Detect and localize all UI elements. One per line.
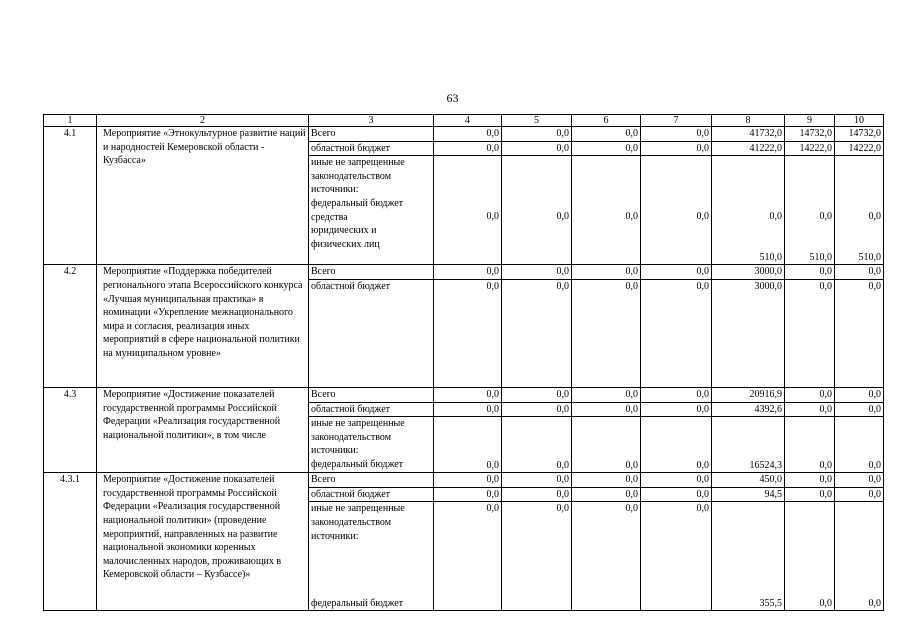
value-cell: 0,0	[502, 417, 572, 473]
source-label: областной бюджет	[309, 141, 434, 156]
value-cell: 0,0	[835, 279, 884, 387]
value-text: 510,0	[809, 251, 832, 263]
table-row	[44, 473, 884, 488]
value-cell: 41732,0	[712, 127, 785, 142]
source-line: федеральный бюджет	[311, 197, 404, 209]
source-label: Всего	[309, 473, 434, 488]
value-cell: 3000,0	[712, 265, 785, 280]
header-cell: 1	[44, 115, 97, 127]
value-cell	[572, 156, 641, 265]
header-cell: 5	[502, 115, 572, 127]
value-cell: 14732,0	[835, 127, 884, 142]
value-cell: 0,0	[572, 265, 641, 280]
source-line: иные не запрещенные	[311, 503, 405, 515]
value-cell: 0,0	[785, 502, 835, 611]
value-cell: 0,0	[572, 402, 641, 417]
source-line: источники:	[311, 445, 359, 457]
value-cell: 0,0	[835, 502, 884, 611]
value-cell: 4392,6	[712, 402, 785, 417]
source-label: Всего	[309, 265, 434, 280]
value-cell: 0,0	[572, 473, 641, 488]
source-line: юридических и	[311, 225, 377, 237]
value-cell: 94,5	[712, 487, 785, 502]
value-cell	[712, 156, 785, 265]
measure-name: Мероприятие «Достижение показателей государственной программы Российской Федерации «Реализация государственной национальной политики» (проведение мероприятий, направленных на развитие национальной экономики коренных малочисленных народов, проживающих в Кемеровской области – Кузбассе)»	[97, 473, 309, 611]
header-cell: 3	[309, 115, 434, 127]
value-cell: 0,0	[641, 279, 712, 387]
source-line: средства	[311, 211, 348, 223]
value-text: 0,0	[696, 211, 709, 223]
value-cell: 0,0	[572, 487, 641, 502]
value-cell: 0,0	[434, 402, 502, 417]
value-cell: 0,0	[572, 127, 641, 142]
value-cell: 0,0	[502, 473, 572, 488]
value-cell: 0,0	[641, 402, 712, 417]
value-cell: 20916,9	[712, 387, 785, 402]
source-line: иные не запрещенные	[311, 157, 405, 169]
value-cell: 16524,3	[712, 417, 785, 473]
value-cell: 0,0	[502, 265, 572, 280]
measure-name: Мероприятие «Достижение показателей государственной программы Российской Федерации «Реализация государственной национальной политики», в том числе	[97, 387, 309, 472]
header-cell: 9	[785, 115, 835, 127]
row-number: 4.3.1	[44, 473, 97, 611]
source-label	[309, 156, 434, 265]
source-label: Всего	[309, 387, 434, 402]
source-line: федеральный бюджет	[311, 458, 404, 470]
value-cell: 0,0	[835, 417, 884, 473]
value-cell: 0,0	[835, 402, 884, 417]
table-header-row	[44, 115, 884, 127]
value-cell: 0,0	[641, 141, 712, 156]
value-cell: 0,0	[502, 141, 572, 156]
source-label	[309, 417, 434, 473]
value-cell: 0,0	[785, 279, 835, 387]
value-text: 0,0	[625, 211, 638, 223]
header-cell: 8	[712, 115, 785, 127]
value-text: 0,0	[868, 211, 881, 223]
value-cell: 0,0	[434, 265, 502, 280]
value-cell: 0,0	[835, 473, 884, 488]
value-text: 0,0	[486, 211, 499, 223]
value-cell: 0,0	[641, 473, 712, 488]
value-cell	[835, 156, 884, 265]
value-text: 0,0	[819, 211, 832, 223]
value-text: 510,0	[858, 251, 881, 263]
value-cell	[502, 156, 572, 265]
value-cell: 0,0	[785, 402, 835, 417]
value-cell: 0,0	[572, 417, 641, 473]
row-number: 4.2	[44, 265, 97, 388]
header-cell: 6	[572, 115, 641, 127]
value-cell: 0,0	[502, 279, 572, 387]
header-cell: 4	[434, 115, 502, 127]
value-cell: 0,0	[572, 502, 641, 611]
value-cell: 0,0	[502, 502, 572, 611]
value-text: 0,0	[769, 211, 782, 223]
value-cell	[434, 156, 502, 265]
value-cell: 0,0	[641, 265, 712, 280]
table-row	[44, 265, 884, 280]
value-cell: 14222,0	[835, 141, 884, 156]
measure-name: Мероприятие «Поддержка победителей регионального этапа Всероссийского конкурса «Лучшая муниципальная практика» в номинации «Укрепление межнационального мира и согласия, реализация иных мероприятий в сфере национальной политики на муниципальном уровне»	[97, 265, 309, 388]
row-number: 4.3	[44, 387, 97, 472]
source-line: законодательством	[311, 516, 392, 528]
header-cell: 2	[97, 115, 309, 127]
source-line: источники:	[311, 530, 359, 542]
budget-table	[43, 114, 884, 611]
value-text: 510,0	[759, 251, 782, 263]
source-label: областной бюджет	[309, 402, 434, 417]
table-row	[44, 127, 884, 142]
value-cell: 0,0	[835, 265, 884, 280]
value-cell: 0,0	[502, 387, 572, 402]
value-cell: 0,0	[434, 387, 502, 402]
source-line: источники:	[311, 184, 359, 196]
value-cell: 355,5	[712, 502, 785, 611]
value-cell	[785, 156, 835, 265]
table-row	[44, 387, 884, 402]
value-cell: 0,0	[641, 387, 712, 402]
value-cell: 0,0	[434, 473, 502, 488]
header-cell: 10	[835, 115, 884, 127]
value-cell: 0,0	[502, 127, 572, 142]
header-cell: 7	[641, 115, 712, 127]
row-number: 4.1	[44, 127, 97, 265]
value-cell: 0,0	[434, 141, 502, 156]
source-line: федеральный бюджет	[311, 597, 404, 609]
value-cell: 14732,0	[785, 127, 835, 142]
value-cell: 0,0	[434, 279, 502, 387]
value-cell: 14222,0	[785, 141, 835, 156]
value-cell: 0,0	[502, 402, 572, 417]
value-cell: 0,0	[641, 502, 712, 611]
value-cell: 0,0	[835, 387, 884, 402]
value-cell: 0,0	[434, 127, 502, 142]
value-cell: 0,0	[785, 417, 835, 473]
value-cell: 0,0	[572, 141, 641, 156]
value-cell: 0,0	[572, 387, 641, 402]
value-cell: 0,0	[641, 127, 712, 142]
value-cell: 41222,0	[712, 141, 785, 156]
source-line: иные не запрещенные	[311, 418, 405, 430]
source-label: областной бюджет	[309, 487, 434, 502]
measure-name: Мероприятие «Этнокультурное развитие наций и народностей Кемеровской области - Кузбасса»	[97, 127, 309, 265]
value-text: 0,0	[556, 211, 569, 223]
value-cell: 0,0	[785, 265, 835, 280]
value-cell: 450,0	[712, 473, 785, 488]
page-number: 63	[446, 91, 459, 105]
source-line: законодательством	[311, 431, 392, 443]
value-cell: 0,0	[785, 487, 835, 502]
source-line: физических лиц	[311, 238, 380, 250]
value-cell: 0,0	[434, 502, 502, 611]
value-cell: 0,0	[434, 417, 502, 473]
source-label	[309, 502, 434, 611]
source-label: областной бюджет	[309, 279, 434, 387]
source-line: законодательством	[311, 170, 392, 182]
value-cell: 0,0	[785, 387, 835, 402]
value-cell: 0,0	[785, 473, 835, 488]
value-cell: 0,0	[502, 487, 572, 502]
value-cell: 0,0	[641, 417, 712, 473]
value-cell	[641, 156, 712, 265]
value-cell: 0,0	[572, 279, 641, 387]
source-label: Всего	[309, 127, 434, 142]
value-cell: 0,0	[835, 487, 884, 502]
value-cell: 0,0	[434, 487, 502, 502]
value-cell: 0,0	[641, 487, 712, 502]
value-cell: 3000,0	[712, 279, 785, 387]
